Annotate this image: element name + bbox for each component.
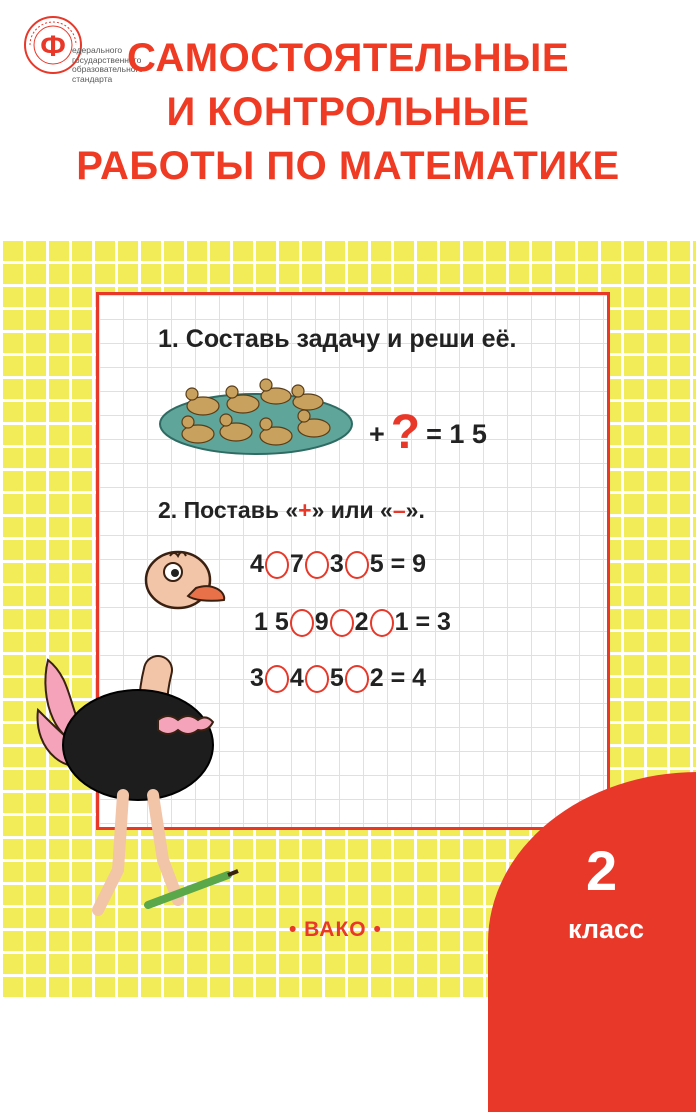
plus-symbol: + — [298, 497, 312, 523]
answer-circle[interactable] — [305, 665, 329, 693]
grade-label: класс — [568, 914, 645, 944]
fgos-line: государственного — [72, 54, 142, 65]
minus-symbol: – — [392, 497, 406, 523]
duck-pond-illustration — [158, 366, 354, 458]
answer-circle[interactable] — [305, 551, 329, 579]
answer-circle[interactable] — [330, 609, 354, 637]
answer-circle[interactable] — [370, 609, 394, 637]
fgos-line: едерального — [72, 45, 123, 55]
answer-circle[interactable] — [265, 551, 289, 579]
equation-row: 4 7 3 5 = 9 — [250, 550, 427, 578]
equation-row: 3 4 5 2 = 4 — [250, 664, 427, 692]
answer-circle[interactable] — [290, 609, 314, 637]
title-line-1: САМОСТОЯТЕЛЬНЫЕ — [126, 36, 570, 80]
task-1-equation — [369, 400, 487, 459]
publisher-label: • ВАКО • — [289, 918, 382, 941]
answer-circle[interactable] — [265, 665, 289, 693]
ostrich-illustration — [28, 540, 258, 940]
seal-letter: Ф — [40, 30, 66, 63]
task-1-result: = 1 5 — [426, 419, 487, 449]
task-1-text: 1. Составь задачу и реши её. — [158, 325, 517, 353]
answer-circle[interactable] — [345, 551, 369, 579]
plus-sign: + — [369, 419, 385, 449]
fgos-line: образовательного — [72, 64, 144, 74]
fgos-line: стандарта — [72, 73, 113, 84]
title-line-2: И КОНТРОЛЬНЫЕ — [166, 90, 530, 134]
answer-circle[interactable] — [345, 665, 369, 693]
title-line-3: РАБОТЫ ПО МАТЕМАТИКЕ — [76, 144, 620, 188]
task-2-text: 2. Поставь «+» или «–». — [158, 497, 425, 523]
equation-row: 1 5 9 2 1 = 3 — [254, 608, 451, 636]
grade-number: 2 — [586, 839, 618, 902]
question-mark: ? — [390, 406, 421, 459]
